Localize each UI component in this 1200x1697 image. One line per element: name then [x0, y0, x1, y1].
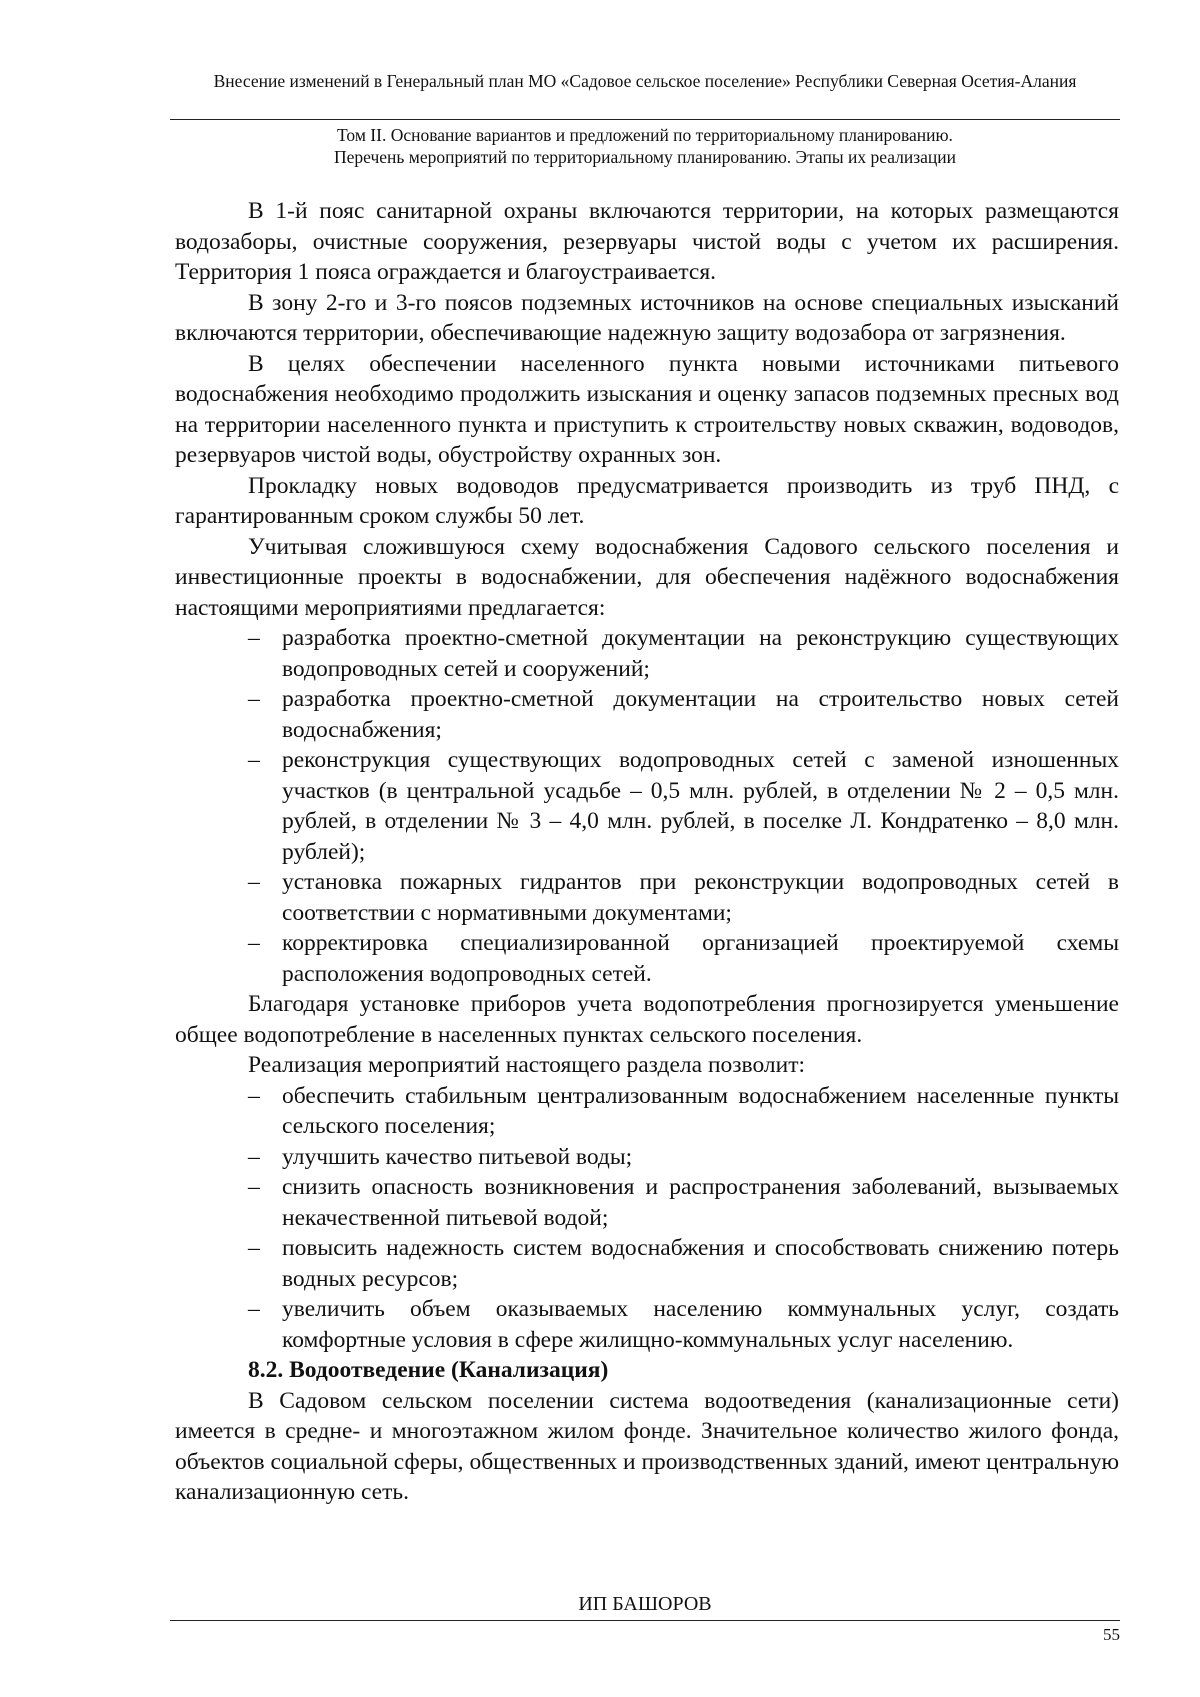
- list-item-text: снизить опасность возникновения и распространения заболеваний, вызываемых некачественной питьевой водой;: [282, 1174, 1119, 1231]
- dash-marker: –: [248, 1235, 260, 1261]
- header-divider: [170, 119, 1120, 120]
- paragraph-sanitary-zone-1: В 1-й пояс санитарной охраны включаются территории, на которых размещаются водозаборы, очистные сооружения, резервуары чистой воды с учетом их расширения. Территория 1 пояса ограждается и благоустраивается.: [175, 198, 1119, 285]
- list-item: [175, 1142, 1119, 1173]
- list-item: [175, 745, 1119, 867]
- dash-marker: –: [248, 625, 260, 651]
- list-item-text: установка пожарных гидрантов при реконструкции водопроводных сетей в соответствии с нормативными документами;: [282, 869, 1119, 926]
- list-item-text: улучшить качество питьевой воды;: [282, 1143, 633, 1170]
- dash-marker: –: [248, 686, 260, 712]
- page-number: 55: [1103, 1625, 1120, 1644]
- paragraph-results-intro: Реализация мероприятий настоящего раздела позволит:: [248, 1052, 806, 1078]
- header-subtitle: [170, 124, 1120, 168]
- dash-marker: –: [248, 1174, 260, 1200]
- results-list: [175, 1081, 1119, 1356]
- dash-marker: –: [248, 1143, 260, 1170]
- list-item: [175, 928, 1119, 989]
- header-subtitle-line-1: Том II. Основание вариантов и предложений по территориальному планированию.: [337, 125, 953, 145]
- dash-marker: –: [248, 747, 260, 773]
- list-item: [175, 1172, 1119, 1233]
- list-item-text: разработка проектно-сметной документации на строительство новых сетей водоснабжения;: [282, 686, 1119, 743]
- list-item-text: корректировка специализированной организацией проектируемой схемы расположения водопроводных сетей.: [282, 930, 1119, 987]
- list-item: [175, 1081, 1119, 1142]
- list-item: [175, 867, 1119, 928]
- paragraph-proposals-intro: Учитывая сложившуюся схему водоснабжения Садового сельского поселения и инвестиционные проекты в водоснабжении, для обеспечения надёжного водоснабжения настоящими мероприятиями предлагается:: [175, 533, 1119, 621]
- paragraph-metering: Благодаря установке приборов учета водопотребления прогнозируется уменьшение общее водопотребление в населенных пунктах сельского поселения.: [175, 991, 1119, 1048]
- list-item: [175, 1233, 1119, 1294]
- header-subtitle-line-2: Перечень мероприятий по территориальному планированию. Этапы их реализации: [334, 147, 956, 167]
- section-heading: 8.2. Водоотведение (Канализация): [248, 1357, 609, 1383]
- list-item: [175, 1294, 1119, 1355]
- body-text: [175, 196, 1119, 1508]
- paragraph-sewerage: В Садовом сельском поселении система водоотведения (канализационные сети) имеется в средне- и многоэтажном жилом фонде. Значительное количество жилого фонда, объектов социальной сферы, общественных и производственных зданий, имеют центральную канализационную сеть.: [175, 1387, 1119, 1505]
- list-item-text: увеличить объем оказываемых населению коммунальных услуг, создать комфортные условия в сфере жилищно-коммунальных услуг населению.: [282, 1296, 1119, 1353]
- list-item: [175, 684, 1119, 745]
- paragraph-new-pipelines: Прокладку новых водоводов предусматривается производить из труб ПНД, с гарантированным сроком службы 50 лет.: [175, 472, 1119, 529]
- dash-marker: –: [248, 930, 260, 956]
- list-item-text: повысить надежность систем водоснабжения и способствовать снижению потерь водных ресурсов;: [282, 1235, 1119, 1292]
- proposals-list: [175, 623, 1119, 989]
- footer-divider: [170, 1620, 1120, 1621]
- dash-marker: –: [248, 869, 260, 895]
- paragraph-sanitary-zone-2-3: В зону 2-го и 3-го поясов подземных источников на основе специальных изысканий включаются территории, обеспечивающие надежную защиту водозабора от загрязнения.: [175, 289, 1119, 346]
- header-title: Внесение изменений в Генеральный план МО «Садовое сельское поселение» Республики Северная Осетия-Алания: [213, 71, 1077, 91]
- list-item-text: разработка проектно-сметной документации на реконструкцию существующих водопроводных сетей и сооружений;: [282, 625, 1119, 682]
- list-item: [175, 623, 1119, 684]
- list-item-text: обеспечить стабильным централизованным водоснабжением населенные пункты сельского поселения;: [282, 1082, 1119, 1139]
- dash-marker: –: [248, 1082, 260, 1109]
- paragraph-new-sources: В целях обеспечении населенного пункта новыми источниками питьевого водоснабжения необходимо продолжить изыскания и оценку запасов подземных пресных вод на территории населенного пункта и приступить к строительству новых скважин, водоводов, резервуаров чистой воды, обустройству охранных зон.: [175, 350, 1119, 468]
- footer-company: ИП БАШОРОВ: [578, 1593, 712, 1615]
- list-item-text: реконструкция существующих водопроводных сетей с заменой изношенных участков (в центральной усадьбе – 0,5 млн. рублей, в отделении № 2 – 0,5 млн. рублей, в отделении № 3 – 4,0 млн. рублей, в поселке Л. Кондратенко – 8,0 млн. рублей);: [282, 747, 1119, 865]
- dash-marker: –: [248, 1296, 260, 1322]
